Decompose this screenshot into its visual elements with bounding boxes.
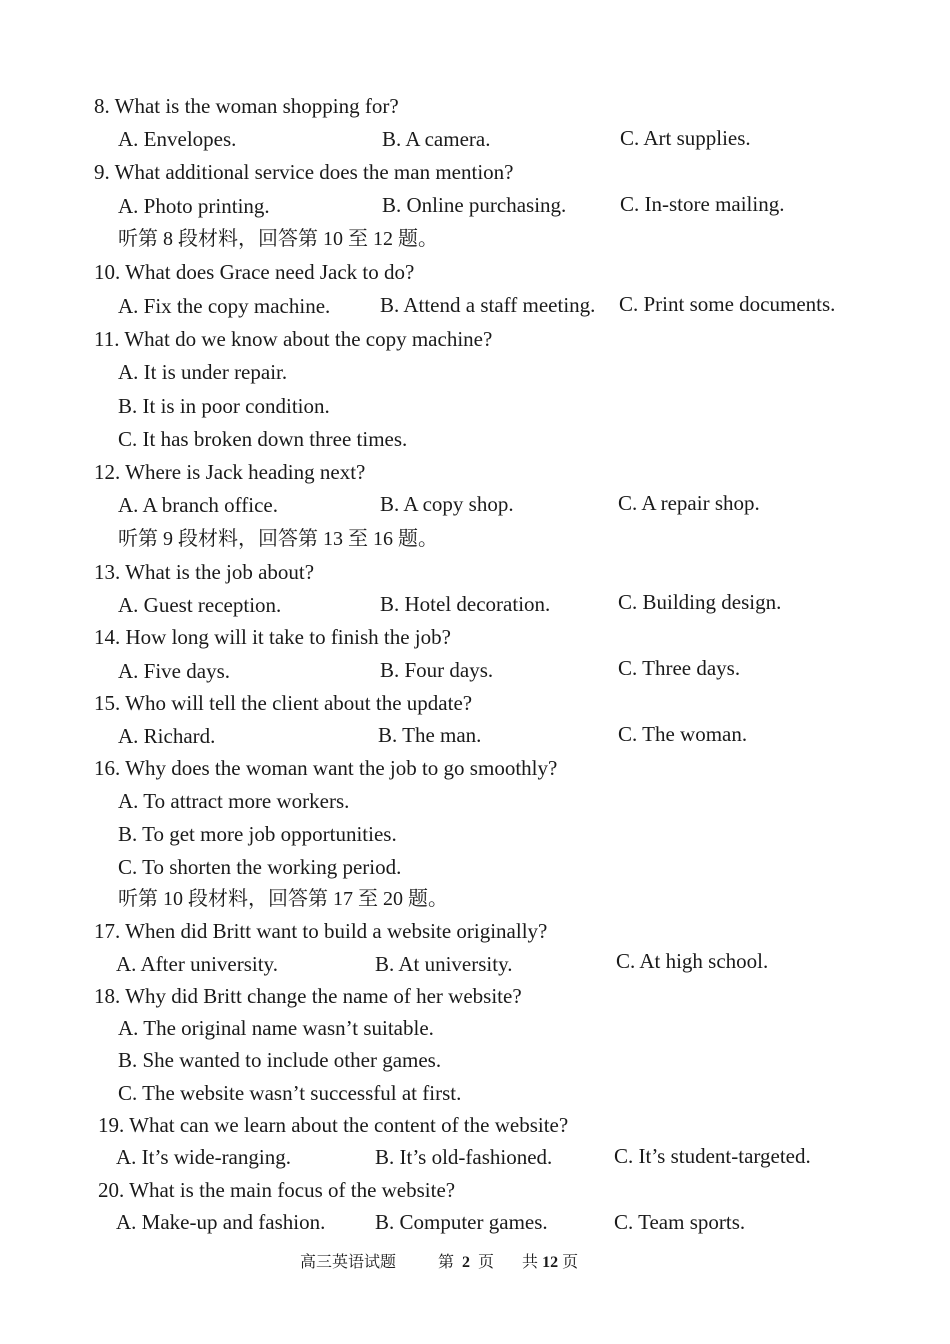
- question-9: 9. What additional service does the man mention?: [94, 160, 514, 184]
- q14-option-a: A. Five days.: [118, 659, 230, 683]
- footer-page-number: 2: [462, 1254, 471, 1271]
- q12-option-b: B. A copy shop.: [380, 492, 514, 516]
- q9-option-c: C. In-store mailing.: [620, 192, 785, 216]
- page-footer: [300, 1249, 578, 1272]
- q18-option-a: A. The original name wasn’t suitable.: [118, 1016, 434, 1040]
- question-18: 18. Why did Britt change the name of her website?: [94, 984, 522, 1008]
- q12-option-c: C. A repair shop.: [618, 491, 760, 515]
- q10-option-a: A. Fix the copy machine.: [118, 294, 331, 318]
- q13-option-a: A. Guest reception.: [118, 593, 282, 617]
- question-12: 12. Where is Jack heading next?: [94, 460, 366, 484]
- q20-option-b: B. Computer games.: [375, 1210, 548, 1234]
- question-14: 14. How long will it take to finish the job?: [94, 625, 451, 649]
- q18-option-c: C. The website wasn’t successful at first.: [118, 1081, 462, 1105]
- question-19: 19. What can we learn about the content of the website?: [98, 1113, 569, 1137]
- q12-option-a: A. A branch office.: [118, 493, 278, 517]
- q19-option-c: C. It’s student-targeted.: [614, 1144, 811, 1168]
- q11-option-a: A. It is under repair.: [118, 360, 288, 384]
- q11-option-c: C. It has broken down three times.: [118, 427, 408, 451]
- q9-option-a: A. Photo printing.: [118, 194, 270, 218]
- q16-option-b: B. To get more job opportunities.: [118, 822, 397, 846]
- footer-total-unit: 页: [562, 1254, 579, 1271]
- q10-option-c: C. Print some documents.: [619, 292, 836, 316]
- q18-option-b: B. She wanted to include other games.: [118, 1048, 442, 1072]
- q15-option-a: A. Richard.: [118, 724, 216, 748]
- q17-option-b: B. At university.: [375, 952, 513, 976]
- question-13: 13. What is the job about?: [94, 560, 315, 584]
- q20-option-c: C. Team sports.: [614, 1210, 746, 1234]
- q14-option-b: B. Four days.: [380, 658, 494, 682]
- footer-total-pages: 12: [542, 1254, 559, 1271]
- footer-total-prefix: 共: [522, 1254, 539, 1271]
- footer-exam-title: 高三英语试题: [300, 1254, 397, 1271]
- q15-option-c: C. The woman.: [618, 722, 748, 746]
- q8-option-a: A. Envelopes.: [118, 127, 237, 151]
- q20-option-a: A. Make-up and fashion.: [116, 1210, 326, 1234]
- footer-page-prefix: 第: [438, 1254, 455, 1271]
- section-heading-9: 听第 9 段材料，回答第 13 至 16 题。: [118, 528, 438, 550]
- question-17: 17. When did Britt want to build a website originally?: [94, 919, 548, 943]
- question-20: 20. What is the main focus of the website?: [98, 1178, 456, 1202]
- question-11: 11. What do we know about the copy machine?: [94, 327, 493, 351]
- q17-option-c: C. At high school.: [616, 949, 769, 973]
- question-8: 8. What is the woman shopping for?: [94, 94, 399, 118]
- q8-option-c: C. Art supplies.: [620, 126, 751, 150]
- footer-page-unit: 页: [478, 1254, 495, 1271]
- question-15: 15. Who will tell the client about the update?: [94, 691, 473, 715]
- question-16: 16. Why does the woman want the job to go smoothly?: [94, 756, 558, 780]
- q19-option-a: A. It’s wide-ranging.: [116, 1145, 291, 1169]
- q16-option-a: A. To attract more workers.: [118, 789, 350, 813]
- section-heading-10: 听第 10 段材料，回答第 17 至 20 题。: [118, 888, 448, 910]
- q13-option-c: C. Building design.: [618, 590, 782, 614]
- question-10: 10. What does Grace need Jack to do?: [94, 260, 415, 284]
- q16-option-c: C. To shorten the working period.: [118, 855, 402, 879]
- q19-option-b: B. It’s old-fashioned.: [375, 1145, 553, 1169]
- q17-option-a: A. After university.: [116, 952, 278, 976]
- q15-option-b: B. The man.: [378, 723, 482, 747]
- section-heading-8: 听第 8 段材料，回答第 10 至 12 题。: [118, 228, 438, 250]
- q13-option-b: B. Hotel decoration.: [380, 592, 551, 616]
- q10-option-b: B. Attend a staff meeting.: [380, 293, 596, 317]
- q14-option-c: C. Three days.: [618, 656, 741, 680]
- q11-option-b: B. It is in poor condition.: [118, 394, 330, 418]
- q8-option-b: B. A camera.: [382, 127, 491, 151]
- q9-option-b: B. Online purchasing.: [382, 193, 567, 217]
